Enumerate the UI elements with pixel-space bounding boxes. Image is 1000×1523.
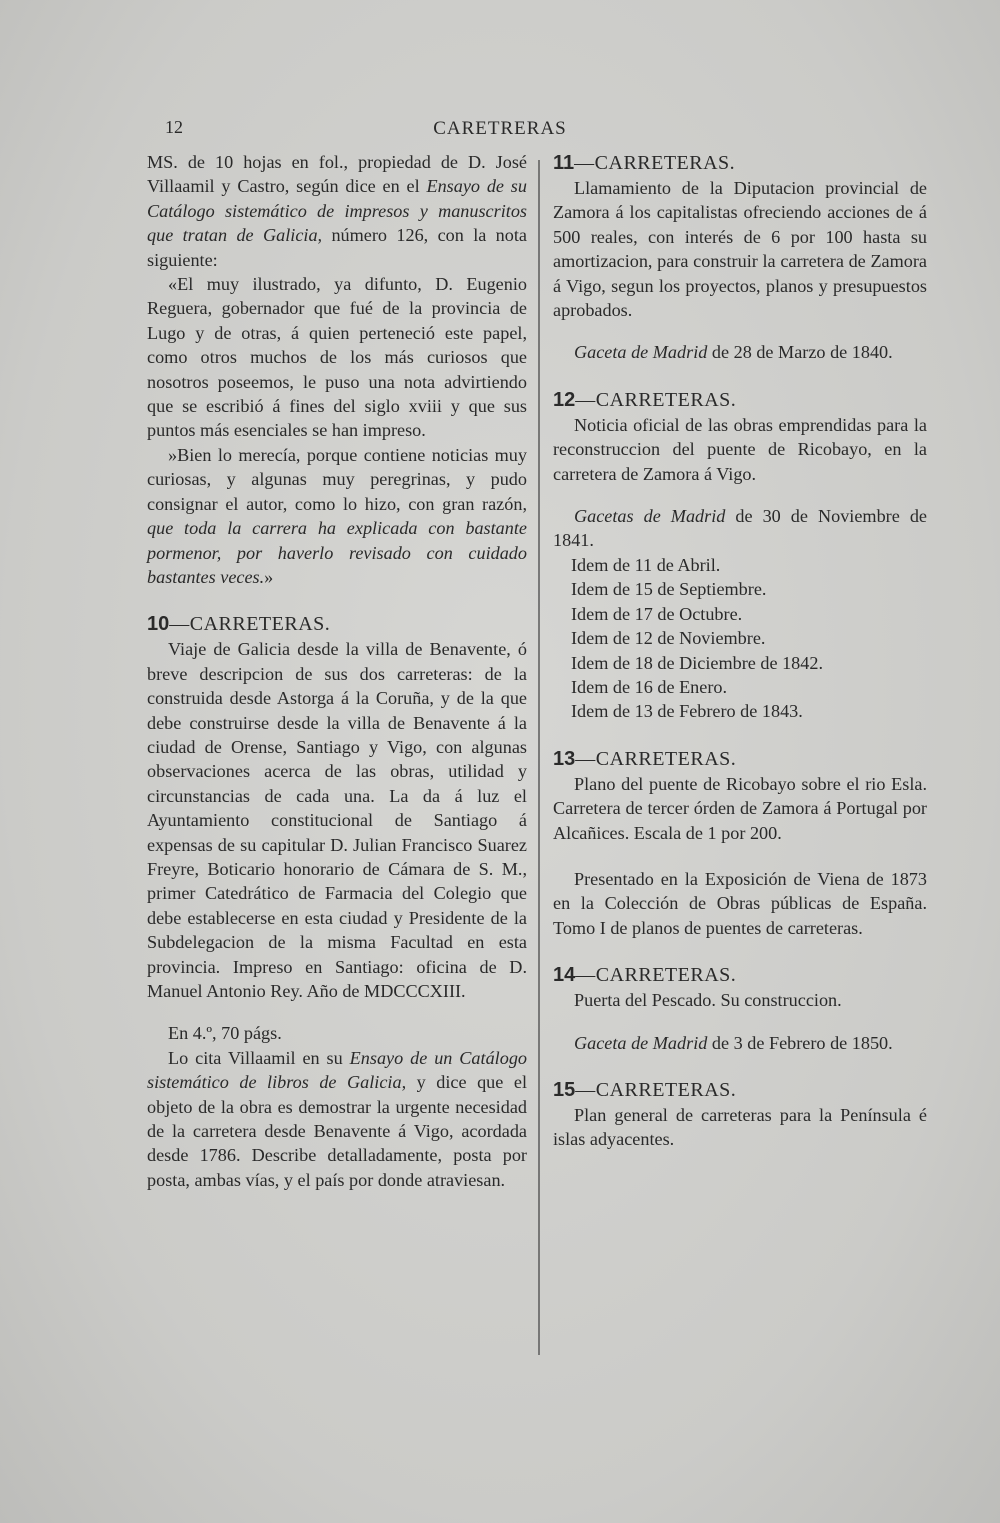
entry-note-13: Presentado en la Exposición de Viena de 1873 en la Colección de Obras públicas de España. Tomo I de planos de puentes de carreteras.: [553, 868, 927, 938]
entry-format-10: En 4.º, 70 págs.: [168, 1023, 282, 1044]
entry-heading-11: 11—CARRETERAS.: [553, 152, 736, 174]
entry-heading-15: 15—CARRETERAS.: [553, 1078, 737, 1101]
list-item: Idem de 18 de Diciembre de 1842.: [571, 652, 824, 673]
entry-heading-14: 14—CARRETERAS.: [553, 964, 737, 987]
list-item: Idem de 15 de Septiembre.: [571, 579, 767, 600]
continued-paragraph: MS. de 10 hojas en fol., propiedad de D. José Villaamil y Castro, según dice en el Ensayo de su Catálogo sistemático de impresos y manuscritos que tratan de Galicia, número 126, con la nota siguiente:: [147, 152, 527, 270]
running-title: CARETRERAS: [433, 118, 567, 139]
entry-note-10: Lo cita Villaamil en su Ensayo de un Catálogo sistemático de libros de Galicia, y dice que el objeto de la obra es demostrar la urgente necesidad de la carretera desde Benavente á Vigo, acordada desde 1786. Describe detalladamente, posta por posta, ambas vías, y el país por donde atraviesan.: [147, 1047, 528, 1190]
list-item: Idem de 12 de Noviembre.: [571, 628, 766, 649]
right-column: [553, 150, 927, 1152]
entry-description-15: Plan general de carreteras para la Península é islas adyacentes.: [553, 1104, 927, 1150]
entry-description-10: Viaje de Galicia desde la villa de Benavente, ó breve descripcion de sus dos carreteras: de la construida desde Astorga á la Coruña, y de la que debe construirse desde la villa de Benavente á la ciudad de Orense, Santiago y Vigo, con algunas observaciones acerca de las obras, utilidad y circunstancias de cada una. La da á luz el Ayuntamiento constitucional de Santiago á expensas de su capitular D. Julian Francisco Suarez Freyre, Boticario honorario de Cámara de S. M., primer Catedrático de Farmacia del Colegio que debe establecerse en esta ciudad y Presidente de la Subdelegacion de la misma Facultad en esta provincia. Impreso en Santiago: oficina de D. Manuel Antonio Rey. Año de MDCCCXIII.: [147, 639, 527, 1001]
left-column: [147, 150, 527, 1192]
gazette-dates-list: [553, 553, 927, 724]
list-item: Idem de 17 de Octubre.: [571, 603, 743, 624]
page-number: 12: [165, 117, 183, 137]
entry-description-13: Plano del puente de Ricobayo sobre el rio Esla. Carretera de tercer órden de Zamora á Portugal por Alcañices. Escala de 1 por 200.: [553, 773, 927, 843]
entry-description-11: Llamamiento de la Diputacion provincial de Zamora á los capitalistas ofreciendo acciones de á 500 reales, con interés de 6 por 100 hasta su amortizacion, para construir la carretera de Zamora á Vigo, segun los proyectos, planos y presupuestos aprobados.: [553, 178, 927, 321]
quoted-note-paragraph: »Bien lo merecía, porque contiene noticias muy curiosas, y algunas muy peregrinas, y pudo consignar el autor, como lo hizo, con gran razón, que toda la carrera ha explicada con bastante pormenor, por haverlo revisado con cuidado bastantes veces.»: [147, 444, 527, 587]
entry-source-14: Gaceta de Madrid de 3 de Febrero de 1850.: [574, 1032, 893, 1053]
list-item: Idem de 16 de Enero.: [571, 676, 728, 697]
entry-description-14: Puerta del Pescado. Su construccion.: [574, 990, 842, 1011]
entry-description-12: Noticia oficial de las obras emprendidas para la reconstruccion del puente de Ricobayo, en la carretera de Zamora á Vigo.: [553, 414, 927, 484]
quoted-note-paragraph: «El muy ilustrado, ya difunto, D. Eugenio Reguera, gobernador que fué de la provincia de Lugo y de otras, á quien perteneció este papel, como otros muchos de los más curiosos que nosotros poseemos, le puso una nota advirtiendo que se escribió á fines del siglo xviii y que sus puntos más esenciales se han impreso.: [147, 274, 527, 441]
list-item: Idem de 11 de Abril.: [571, 554, 721, 575]
entry-source-11: Gaceta de Madrid de 28 de Marzo de 1840.: [574, 342, 893, 363]
entry-heading-10: 10—CARRETERAS.: [147, 613, 331, 636]
list-item: Idem de 13 de Febrero de 1843.: [571, 701, 803, 722]
column-divider: [538, 160, 540, 1355]
entry-source-12: Gacetas de Madrid de 30 de Noviembre de 1841.: [553, 506, 927, 551]
entry-heading-12: 12—CARRETERAS.: [553, 388, 737, 411]
entry-heading-13: 13—CARRETERAS.: [553, 747, 737, 770]
